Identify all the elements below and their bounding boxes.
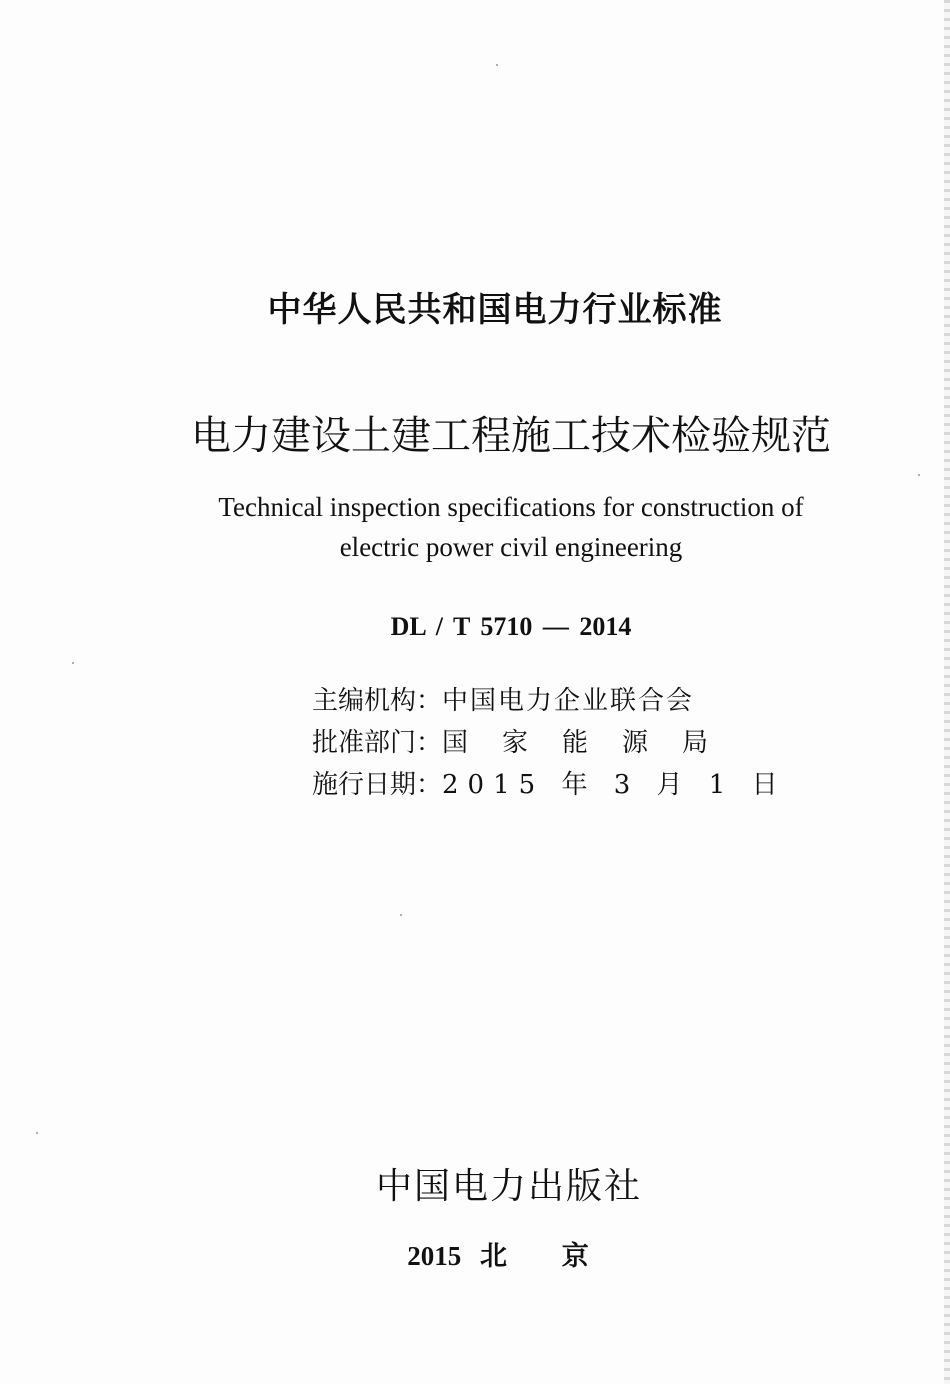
info-row-approval-dept bbox=[312, 722, 743, 759]
scan-speck bbox=[72, 662, 74, 664]
document-title-zh: 电力建设土建工程施工技术检验规范 bbox=[191, 413, 831, 459]
publication-year-city bbox=[32, 1234, 950, 1273]
editing-org-value: 中国电力企业联合会 bbox=[442, 686, 695, 716]
scan-speck bbox=[496, 64, 498, 66]
info-row-effective-date bbox=[312, 764, 787, 801]
scan-speck bbox=[918, 474, 920, 476]
standard-category-heading: 中华人民共和国电力行业标准 bbox=[267, 290, 723, 330]
approval-dept-value: 国家能源局 bbox=[442, 728, 743, 758]
info-row-editing-org bbox=[312, 680, 732, 717]
effective-date-value: 2015 年 3 月 1 日 bbox=[442, 770, 787, 800]
editing-org-label: 主编机构： bbox=[312, 686, 443, 716]
publication-year: 2015 bbox=[407, 1241, 462, 1271]
publication-city: 北 京 bbox=[480, 1241, 607, 1271]
scan-binding-edge bbox=[944, 0, 950, 1384]
document-title-en-line2: electric power civil engineering bbox=[339, 532, 683, 562]
approval-dept-label: 批准部门： bbox=[312, 728, 443, 758]
effective-date-label: 施行日期： bbox=[312, 770, 443, 800]
standard-code: DL / T 5710 — 2014 bbox=[390, 612, 632, 641]
scan-speck bbox=[36, 1132, 38, 1134]
scan-speck bbox=[400, 914, 402, 916]
document-title-en-line1: Technical inspection specifications for construction of bbox=[218, 492, 804, 522]
publisher-name: 中国电力出版社 bbox=[375, 1166, 642, 1207]
